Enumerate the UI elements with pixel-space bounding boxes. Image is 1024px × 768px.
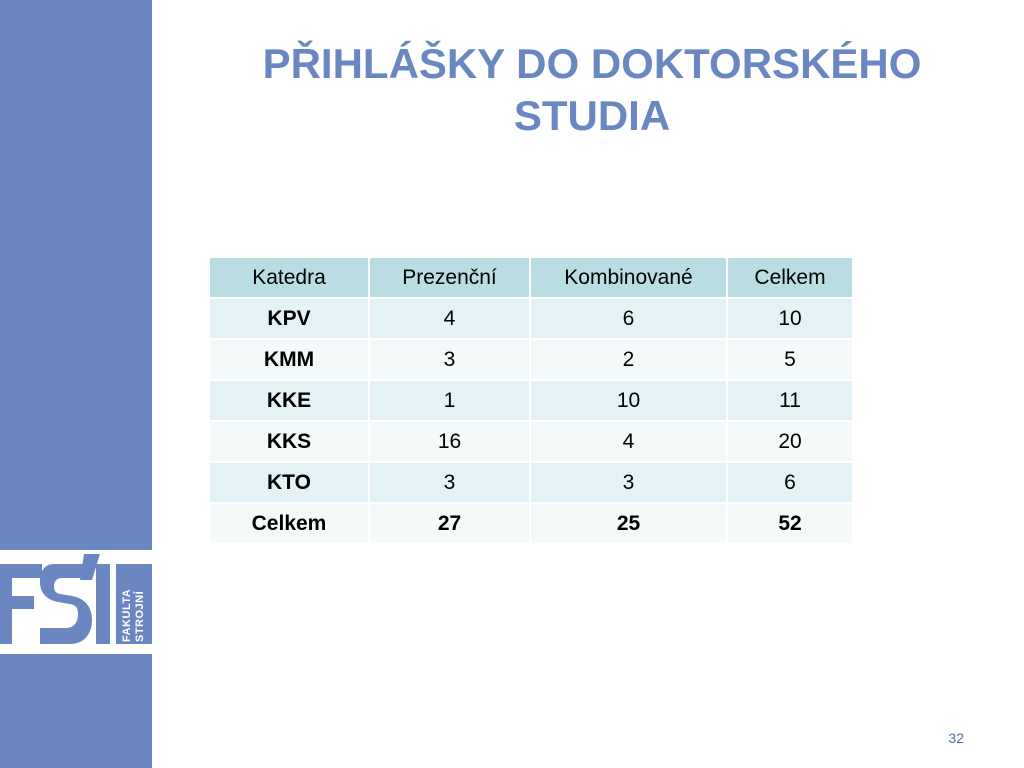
table-row bbox=[209, 462, 853, 503]
cell-celkem: 10 bbox=[727, 298, 853, 339]
cell-prezencni: 27 bbox=[369, 503, 530, 544]
row-label: KKE bbox=[209, 380, 369, 421]
applications-table bbox=[208, 256, 854, 545]
fsi-logo bbox=[0, 550, 152, 654]
cell-kombinovane: 6 bbox=[530, 298, 727, 339]
cell-kombinovane: 2 bbox=[530, 339, 727, 380]
cell-kombinovane: 25 bbox=[530, 503, 727, 544]
row-label: Celkem bbox=[209, 503, 369, 544]
cell-prezencni: 16 bbox=[369, 421, 530, 462]
logo-text-fakulta: FAKULTA bbox=[121, 588, 133, 642]
cell-kombinovane: 10 bbox=[530, 380, 727, 421]
header-celkem: Celkem bbox=[727, 257, 853, 298]
table-row bbox=[209, 380, 853, 421]
title-line-1: PŘIHLÁŠKY DO DOKTORSKÉHO bbox=[262, 40, 922, 87]
cell-prezencni: 3 bbox=[369, 339, 530, 380]
page-number: 32 bbox=[948, 730, 964, 746]
cell-celkem: 6 bbox=[727, 462, 853, 503]
cell-celkem: 52 bbox=[727, 503, 853, 544]
table-row bbox=[209, 421, 853, 462]
table-row bbox=[209, 298, 853, 339]
header-katedra: Katedra bbox=[209, 257, 369, 298]
title-line-2: STUDIA bbox=[513, 92, 671, 139]
cell-prezencni: 4 bbox=[369, 298, 530, 339]
page-title bbox=[172, 38, 1012, 142]
table-header-row bbox=[209, 257, 853, 298]
cell-prezencni: 1 bbox=[369, 380, 530, 421]
table-total-row bbox=[209, 503, 853, 544]
logo-text-strojni: STROJNÍ bbox=[134, 590, 146, 642]
table-row bbox=[209, 339, 853, 380]
cell-kombinovane: 3 bbox=[530, 462, 727, 503]
cell-kombinovane: 4 bbox=[530, 421, 727, 462]
row-label: KPV bbox=[209, 298, 369, 339]
cell-celkem: 20 bbox=[727, 421, 853, 462]
header-kombinovane: Kombinované bbox=[530, 257, 727, 298]
cell-celkem: 11 bbox=[727, 380, 853, 421]
cell-celkem: 5 bbox=[727, 339, 853, 380]
cell-prezencni: 3 bbox=[369, 462, 530, 503]
row-label: KKS bbox=[209, 421, 369, 462]
logo-text-block bbox=[116, 564, 152, 644]
header-prezencni: Prezenční bbox=[369, 257, 530, 298]
row-label: KMM bbox=[209, 339, 369, 380]
row-label: KTO bbox=[209, 462, 369, 503]
